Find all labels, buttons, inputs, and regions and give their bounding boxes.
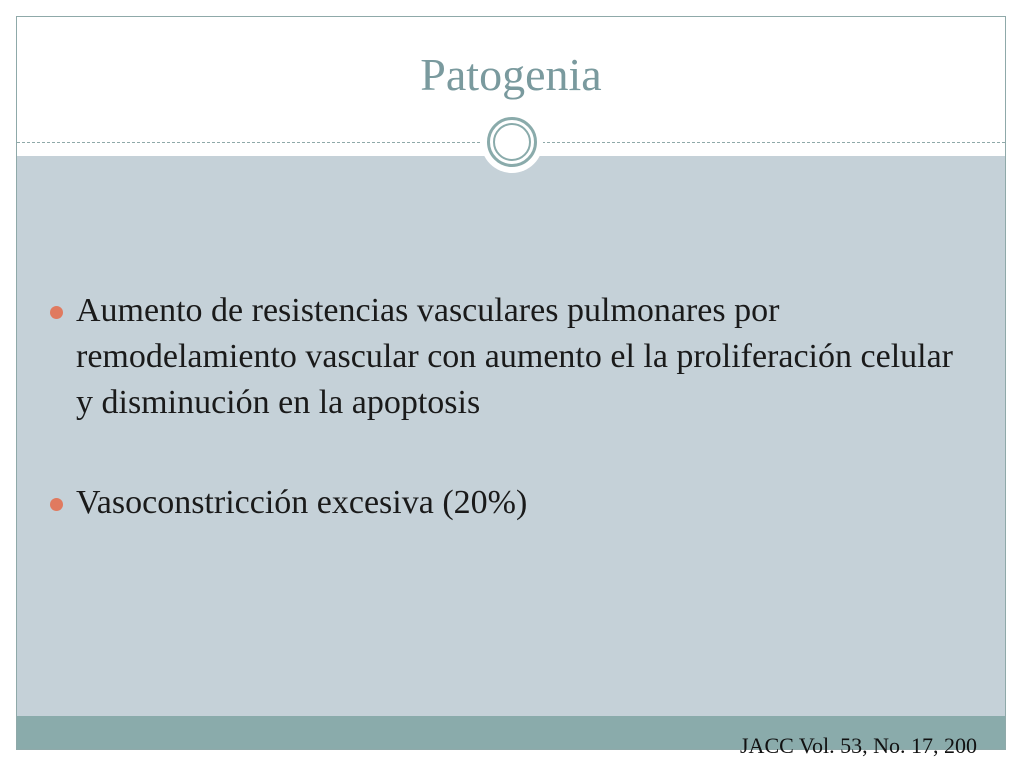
double-ring-circle-icon: [481, 111, 543, 173]
ornament-inner-ring: [493, 123, 531, 161]
round-bullet-icon: [50, 306, 63, 319]
bullet-item: [48, 288, 978, 426]
bullet-item: [48, 480, 978, 526]
round-bullet-icon: [50, 498, 63, 511]
bullet-text: Aumento de resistencias vasculares pulmonares por remodelamiento vascular con aumento el la proliferación celular y disminución en la apoptosis: [76, 292, 953, 421]
citation: JACC Vol. 53, No. 17, 200: [740, 733, 977, 758]
bullet-text: Vasoconstricción excesiva (20%): [76, 484, 528, 521]
slide-title: Patogenia: [420, 49, 602, 100]
bullet-list: [48, 288, 978, 526]
